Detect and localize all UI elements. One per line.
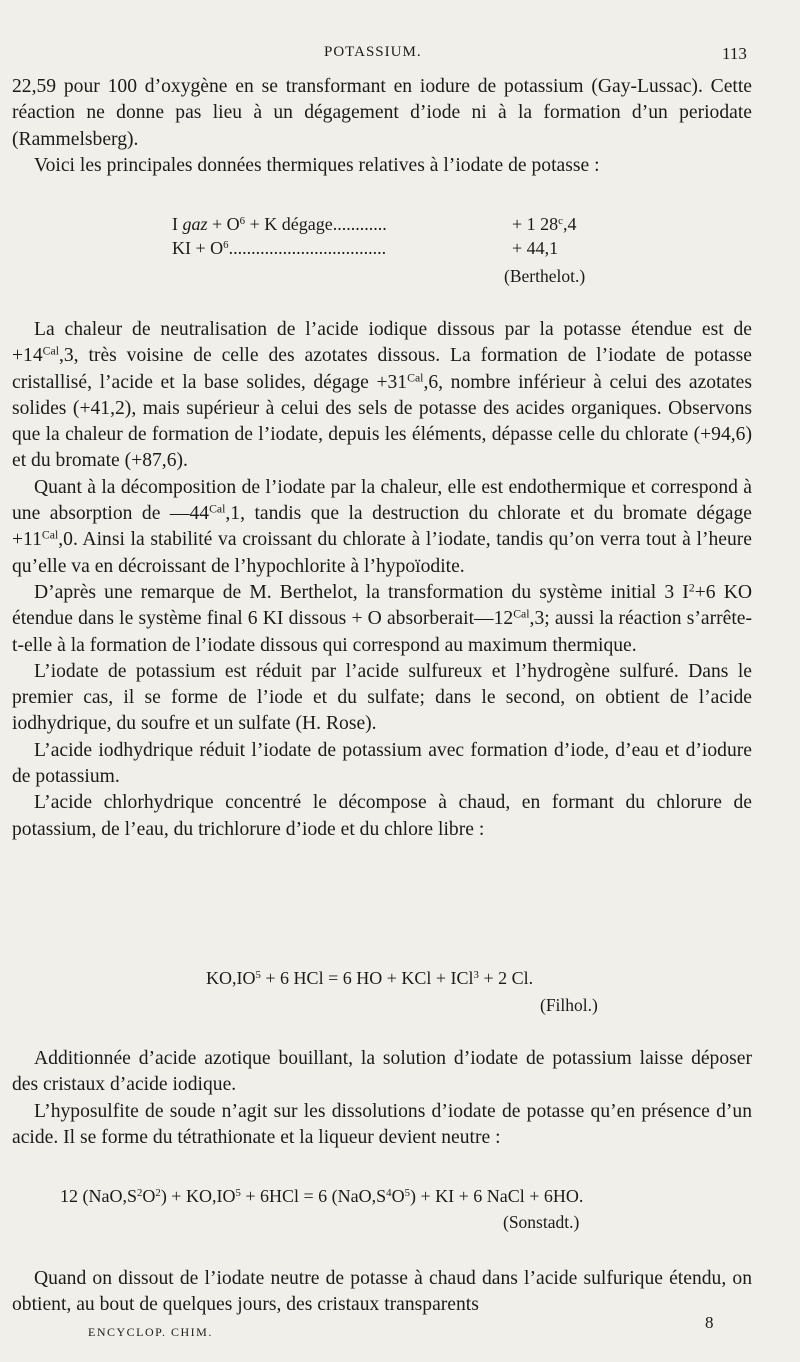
- paragraph: Quand on dissout de l’iodate neutre de potasse à chaud dans l’acide sulfurique étendu, on obtient, au bout de quelques jours, des cristaux transparents: [12, 1268, 752, 1316]
- equation-filhol: $KO,IO^5 + 6$ HCl = 6 HO + KCl + ICl$^3$ + 2 Cl.: [206, 968, 534, 988]
- thermo-row-1-value: + 1 28$^c$,4: [512, 214, 577, 234]
- thermo-row-2-label: KI + $O^6$...................................: [172, 238, 387, 258]
- paragraph: Additionnée d’acide azotique bouillant, la solution d’iodate de potassium laisse déposer des cristaux d’acide iodique.: [12, 1048, 752, 1096]
- text-block-3: [12, 1046, 752, 1151]
- paragraph: L’acide iodhydrique réduit l’iodate de potassium avec formation d’iode, d’eau et d’iodure de potassium.: [12, 739, 752, 788]
- paragraph: D’après une remarque de M. Berthelot, la transformation du système initial 3 $I^2+6$ KO étendue dans le système final 6 KI dissous + O $absorberait—12^{Cal},3$; aussi la réaction s’arrête-t-elle à la formation de l’iodate dissous qui correspond au maximum thermique.: [12, 581, 753, 656]
- paragraph: Quant à la décomposition de l’iodate par la chaleur, elle est endothermique et correspond à une absorption de $—44^{Cal},1$, tandis que la destruction du chlorate et du bromate dégage $+11^{Cal},0$. Ainsi la stabilité va croissant du chlorate à l’iodate, tandis qu’on verra tout à l’heure qu’elle va en décroissant de l’hypochlorite à l’hypoïodite.: [12, 476, 752, 577]
- footer-encyclopedia: ENCYCLOP. CHIM.: [88, 1325, 213, 1339]
- equation-sonstadt-source: (Sonstadt.): [503, 1212, 580, 1232]
- equation-sonstadt: 12 $(NaO,S^2O^2) + KO,IO^5 + 6HCl = 6$ $(NaO,S^4O^5)$ + KI + 6 NaCl + 6HO.: [60, 1186, 584, 1206]
- text-block-1: [12, 74, 752, 179]
- paragraph: L’acide chlorhydrique concentré le décompose à chaud, en formant du chlorure de potassium, de l’eau, du trichlorure d’iode et du chlore libre :: [12, 792, 752, 840]
- paragraph: L’hyposulfite de soude n’agit sur les dissolutions d’iodate de potasse qu’en présence d’un acide. Il se forme du tétrathionate et la liqueur devient neutre :: [12, 1100, 752, 1148]
- thermo-row-1-label: I gaz + $O^6 + K$ dégage............: [172, 214, 387, 234]
- thermo-row-2-value: + 44,1: [512, 238, 559, 258]
- paragraph: L’iodate de potassium est réduit par l’acide sulfureux et l’hydrogène sulfuré. Dans le premier cas, il se forme de l’iode et du sulfate; dans le second, on obtient de l’acide iodhydrique, du soufre et un sulfate (H. Rose).: [12, 660, 752, 735]
- thermo-source: (Berthelot.): [504, 266, 586, 286]
- paragraph: La chaleur de neutralisation de l’acide iodique dissous par la potasse étendue est de $+14^{Cal},3$, très voisine de celle des azotates dissous. La formation de l’iodate de potasse cristallisé, l’acide et la base solides, dégage $+31^{Cal},6$, nombre inférieur à celui des azotates solides (+41,2), mais supérieur à celui des sels de potasse des acides organiques. Observons que la chaleur de formation de l’iodate, depuis les éléments, dépasse celle du chlorate (+94,6) et du bromate (+87,6).: [12, 319, 752, 472]
- paragraph: 22,59 pour 100 d’oxygène en se transformant en iodure de potassium (Gay-Lussac). Cette réaction ne donne pas lieu à un dégagement d’iode ni à la formation d’un periodate (Rammelsberg).: [12, 76, 752, 150]
- page-number: 113: [722, 44, 747, 63]
- text-block-4: [12, 1266, 752, 1319]
- equation-filhol-source: (Filhol.): [540, 995, 598, 1015]
- running-header-title: POTASSIUM.: [324, 44, 422, 60]
- text-block-2: [12, 317, 752, 843]
- signature-mark: 8: [705, 1313, 714, 1332]
- paragraph: Voici les principales données thermiques relatives à l’iodate de potasse :: [34, 154, 600, 176]
